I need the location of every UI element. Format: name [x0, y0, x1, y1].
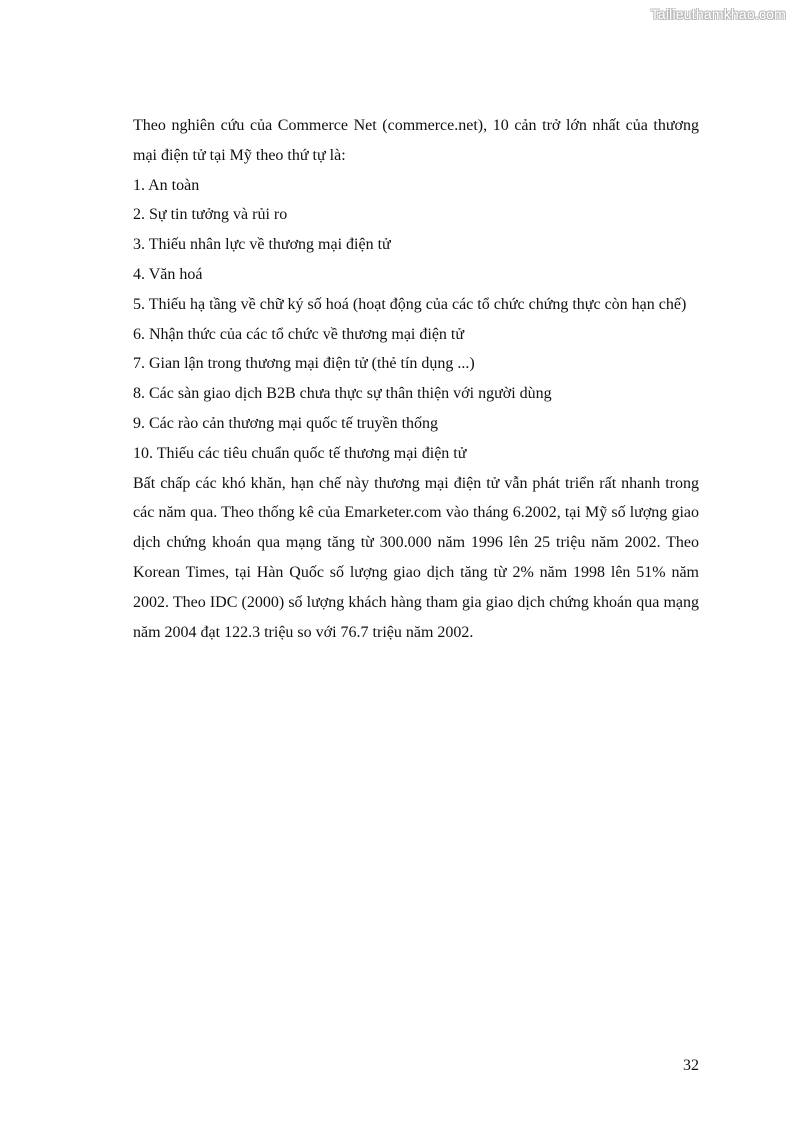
list-item: 2. Sự tin tưởng và rủi ro [133, 206, 288, 224]
list-item: 3. Thiếu nhân lực về thương mại điện tử [133, 236, 391, 254]
page-number: 32 [683, 1057, 699, 1074]
page-body [133, 111, 699, 647]
list-item: 8. Các sàn giao dịch B2B chưa thực sự thân thiện với người dùng [133, 385, 552, 403]
obstacle-list [133, 171, 699, 469]
list-item: 9. Các rào cản thương mại quốc tế truyền thống [133, 414, 439, 432]
list-item: 5. Thiếu hạ tầng về chữ ký số hoá (hoạt động của các tổ chức chứng thực còn hạn chế) [133, 295, 687, 313]
list-item: 1. An toàn [133, 176, 200, 194]
intro-paragraph: Theo nghiên cứu của Commerce Net (commerce.net), 10 cản trở lớn nhất của thương mại điện tử tại Mỹ theo thứ tự là: [133, 117, 699, 164]
watermark: Tailieuthamkhao.com [650, 6, 786, 22]
list-item: 10. Thiếu các tiêu chuẩn quốc tế thương mại điện tử [133, 444, 467, 462]
closing-paragraph: Bất chấp các khó khăn, hạn chế này thương mại điện tử vẫn phát triển rất nhanh trong các năm qua. Theo thống kê của Emarketer.com vào tháng 6.2002, tại Mỹ số lượng giao dịch chứng khoán qua mạng tăng từ 300.000 năm 1996 lên 25 triệu năm 2002. Theo Korean Times, tại Hàn Quốc số lượng giao dịch tăng từ 2% năm 1998 lên 51% năm 2002. Theo IDC (2000) số lượng khách hàng tham gia giao dịch chứng khoán qua mạng năm 2004 đạt 122.3 triệu so với 76.7 triệu năm 2002. [133, 474, 699, 641]
list-item: 7. Gian lận trong thương mại điện tử (thẻ tín dụng ...) [133, 355, 475, 373]
list-item: 4. Văn hoá [133, 265, 203, 283]
list-item: 6. Nhận thức của các tổ chức về thương mại điện tử [133, 325, 465, 343]
